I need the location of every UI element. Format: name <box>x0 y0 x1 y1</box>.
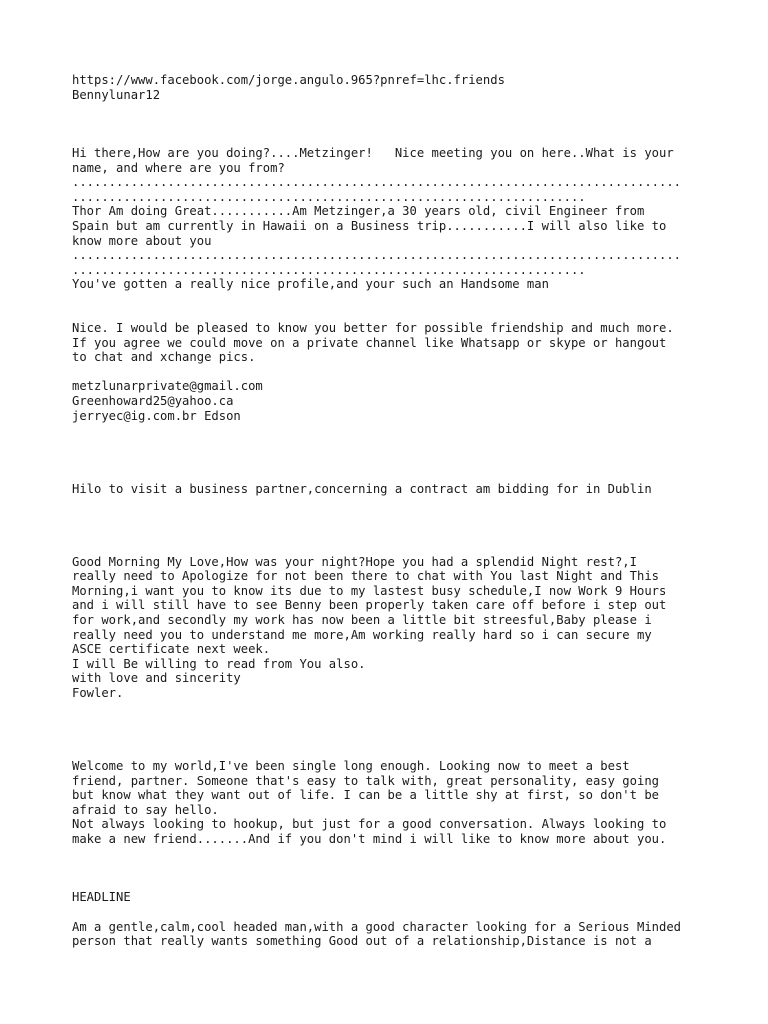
paragraph-line: but know what they want out of life. I can be a little shy at first, so don't be <box>72 788 659 803</box>
letter-line: ASCE certificate next week. <box>72 642 271 657</box>
chat-line: name, and where are you from? <box>72 160 285 175</box>
header-block <box>72 73 732 102</box>
paragraph-line: friend, partner. Someone that's easy to talk with, great personality, easy going <box>72 773 659 788</box>
letter-line: really need you to understand me more,Am working really hard so i can secure my <box>72 627 652 642</box>
email-address: Greenhoward25@yahoo.ca <box>72 394 234 409</box>
friendship-paragraph <box>72 321 732 365</box>
letter-signature: Fowler. <box>72 685 124 700</box>
paragraph-line: afraid to say hello. <box>72 802 219 817</box>
chat-line: Spain but am currently in Hawaii on a Business trip...........I will also like to <box>72 218 667 233</box>
spacer <box>72 701 732 759</box>
chat-line: You've gotten a really nice profile,and your such an Handsome man <box>72 277 549 292</box>
hilo-paragraph <box>72 482 732 497</box>
spacer <box>72 102 732 146</box>
headline-section <box>72 890 732 948</box>
letter-line: Good Morning My Love,How was your night?Hope you had a splendid Night rest?,I <box>72 554 637 569</box>
profile-url: https://www.facebook.com/jorge.angulo.965?pnref=lhc.friends <box>72 73 505 87</box>
spacer <box>72 847 732 891</box>
paragraph-line: Hilo to visit a business partner,concerning a contract am bidding for in Dublin <box>72 481 652 496</box>
paragraph-line: Welcome to my world,I've been single long enough. Looking now to meet a best <box>72 758 630 773</box>
email-list <box>72 379 732 423</box>
paragraph-line: If you agree we could move on a private channel like Whatsapp or skype or hangout <box>72 335 667 350</box>
spacer <box>72 292 732 321</box>
dotted-separator: ...................................................................... <box>72 262 586 277</box>
chat-line: Thor Am doing Great...........Am Metzinger,a 30 years old, civil Engineer from <box>72 204 645 219</box>
email-address: metzlunarprivate@gmail.com <box>72 379 263 394</box>
paragraph-line: Not always looking to hookup, but just for a good conversation. Always looking to <box>72 817 667 832</box>
paragraph-line: person that really wants something Good out of a relationship,Distance is not a <box>72 934 652 949</box>
paragraph-line: Nice. I would be pleased to know you better for possible friendship and much more. <box>72 321 674 336</box>
headline-label: HEADLINE <box>72 890 131 905</box>
username: Bennylunar12 <box>72 87 161 102</box>
chat-block <box>72 146 732 292</box>
chat-line: Hi there,How are you doing?....Metzinger! Nice meeting you on here..What is your <box>72 145 674 160</box>
letter-line: I will Be willing to read from You also. <box>72 656 366 671</box>
letter-line: for work,and secondly my work has now been a little bit streesful,Baby please i <box>72 613 652 628</box>
spacer <box>72 905 732 920</box>
letter-line: and i will still have to see Benny been properly taken care off before i step out <box>72 598 667 613</box>
letter-line: with love and sincerity <box>72 671 241 686</box>
spacer <box>72 423 732 481</box>
paragraph-line: Am a gentle,calm,cool headed man,with a good character looking for a Serious Minded <box>72 919 682 934</box>
good-morning-letter <box>72 555 732 701</box>
dotted-separator: ................................................................................... <box>72 248 682 263</box>
paragraph-line: to chat and xchange pics. <box>72 350 256 365</box>
letter-line: Morning,i want you to know its due to my lastest busy schedule,I now Work 9 Hours <box>72 583 667 598</box>
spacer <box>72 496 732 554</box>
email-address: jerryec@ig.com.br Edson <box>72 408 241 423</box>
letter-line: really need to Apologize for not been there to chat with You last Night and This <box>72 569 659 584</box>
welcome-paragraph <box>72 759 732 847</box>
chat-line: know more about you <box>72 233 212 248</box>
document-page <box>72 73 732 949</box>
dotted-separator: ...................................................................... <box>72 189 586 204</box>
spacer <box>72 365 732 380</box>
dotted-separator: ................................................................................... <box>72 175 682 190</box>
paragraph-line: make a new friend.......And if you don't mind i will like to know more about you. <box>72 831 667 846</box>
